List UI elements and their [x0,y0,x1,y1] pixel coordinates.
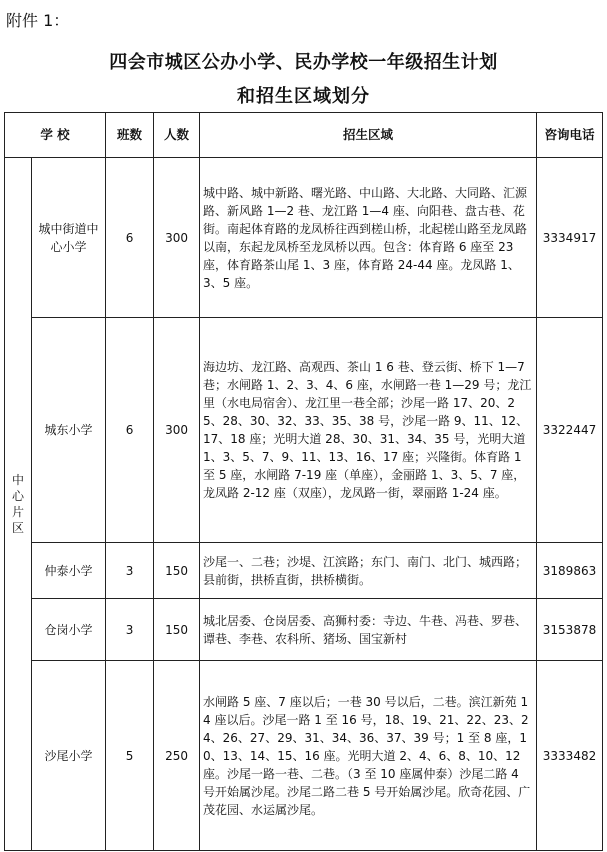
enrollment-area: 海边坊、龙江路、高观西、茶山 1 6 巷、登云街、桥下 1—7 巷；水闸路 1、2、3、4、6 座，水闸路一巷 1—29 号；龙江里（水电局宿舍）、龙江里一巷全部；沙尾一路 17、20、25、28、30、32、33、35、38 号，沙尾一路 9、11、12、17、18 座；光明大道 28、30、31、34、35 号，光明大道 1、3、5、7、9、11、13、16、17 座；兴隆街。体育路 1 至 5 座，水闸路 7-19 座（单座），金丽路 1、3、5、7 座，龙凤路 2-12 座（双座），龙凤路一街，翠丽路 1-24 座。 [200,318,537,543]
school-name: 仲泰小学 [32,543,106,599]
table-row [5,661,603,851]
zone-label: 中心片区 [11,473,24,535]
people-count: 150 [154,599,200,661]
contact-phone: 3322447 [537,318,603,543]
contact-phone: 3153878 [537,599,603,661]
people-count: 300 [154,158,200,318]
school-name: 沙尾小学 [32,661,106,851]
class-count: 3 [106,543,154,599]
table-header-row [5,113,603,158]
enrollment-area: 城中路、城中新路、曙光路、中山路、大北路、大同路、汇源路、新风路 1—2 巷、龙江路 1—4 座、向阳巷、盘古巷、花街。南起体育路的龙凤桥往西到槎山桥，北起槎山路至龙凤路以南，东起龙凤桥至龙凤桥以西。包含：体育路 6 座至 23 座，体育路茶山尾 1、3 座，体育路 24-44 座。龙凤路 1、3、5 座。 [200,158,537,318]
people-count: 150 [154,543,200,599]
title-line-1: 四会市城区公办小学、民办学校一年级招生计划 [109,52,498,73]
title-line-2: 和招生区域划分 [237,86,370,107]
table-row [5,543,603,599]
header-classes: 班数 [106,113,154,158]
header-school: 学 校 [5,113,106,158]
people-count: 300 [154,318,200,543]
class-count: 3 [106,599,154,661]
enrollment-area: 水闸路 5 座、7 座以后；一巷 30 号以后，二巷。滨江新苑 14 座以后。沙尾一路 1 至 16 号，18、19、21、22、23、24、26、27、29、31、34、36、37、39 号；1 至 8 座，10、13、14、15、16 座。光明大道 2、4、6、8、10、12 座。沙尾一路一巷、二巷。（3 至 10 座属仲泰）沙尾二路 4 号开始属沙尾。沙尾二路二巷 5 号开始属沙尾。欣奇花园、广茂花园、水运属沙尾。 [200,661,537,851]
table-row [5,158,603,318]
attachment-label: 附件 1： [6,11,70,30]
school-name: 城中街道中心小学 [32,158,106,318]
enrollment-area: 沙尾一、二巷；沙堤、江滨路；东门、南门、北门、城西路；县前街，拱桥直街，拱桥横街。 [200,543,537,599]
table-row [5,599,603,661]
zone-cell [5,158,32,851]
header-phone: 咨询电话 [537,113,603,158]
school-name: 城东小学 [32,318,106,543]
table-row [5,318,603,543]
enrollment-area: 城北居委、仓岗居委、高狮村委：寺边、牛巷、冯巷、罗巷、谭巷、李巷、农科所、猪场、国宝新村 [200,599,537,661]
class-count: 6 [106,318,154,543]
school-name: 仓岗小学 [32,599,106,661]
contact-phone: 3189863 [537,543,603,599]
header-area: 招生区域 [200,113,537,158]
class-count: 6 [106,158,154,318]
header-people: 人数 [154,113,200,158]
enrollment-table [4,112,603,851]
contact-phone: 3334917 [537,158,603,318]
contact-phone: 3333482 [537,661,603,851]
class-count: 5 [106,661,154,851]
people-count: 250 [154,661,200,851]
